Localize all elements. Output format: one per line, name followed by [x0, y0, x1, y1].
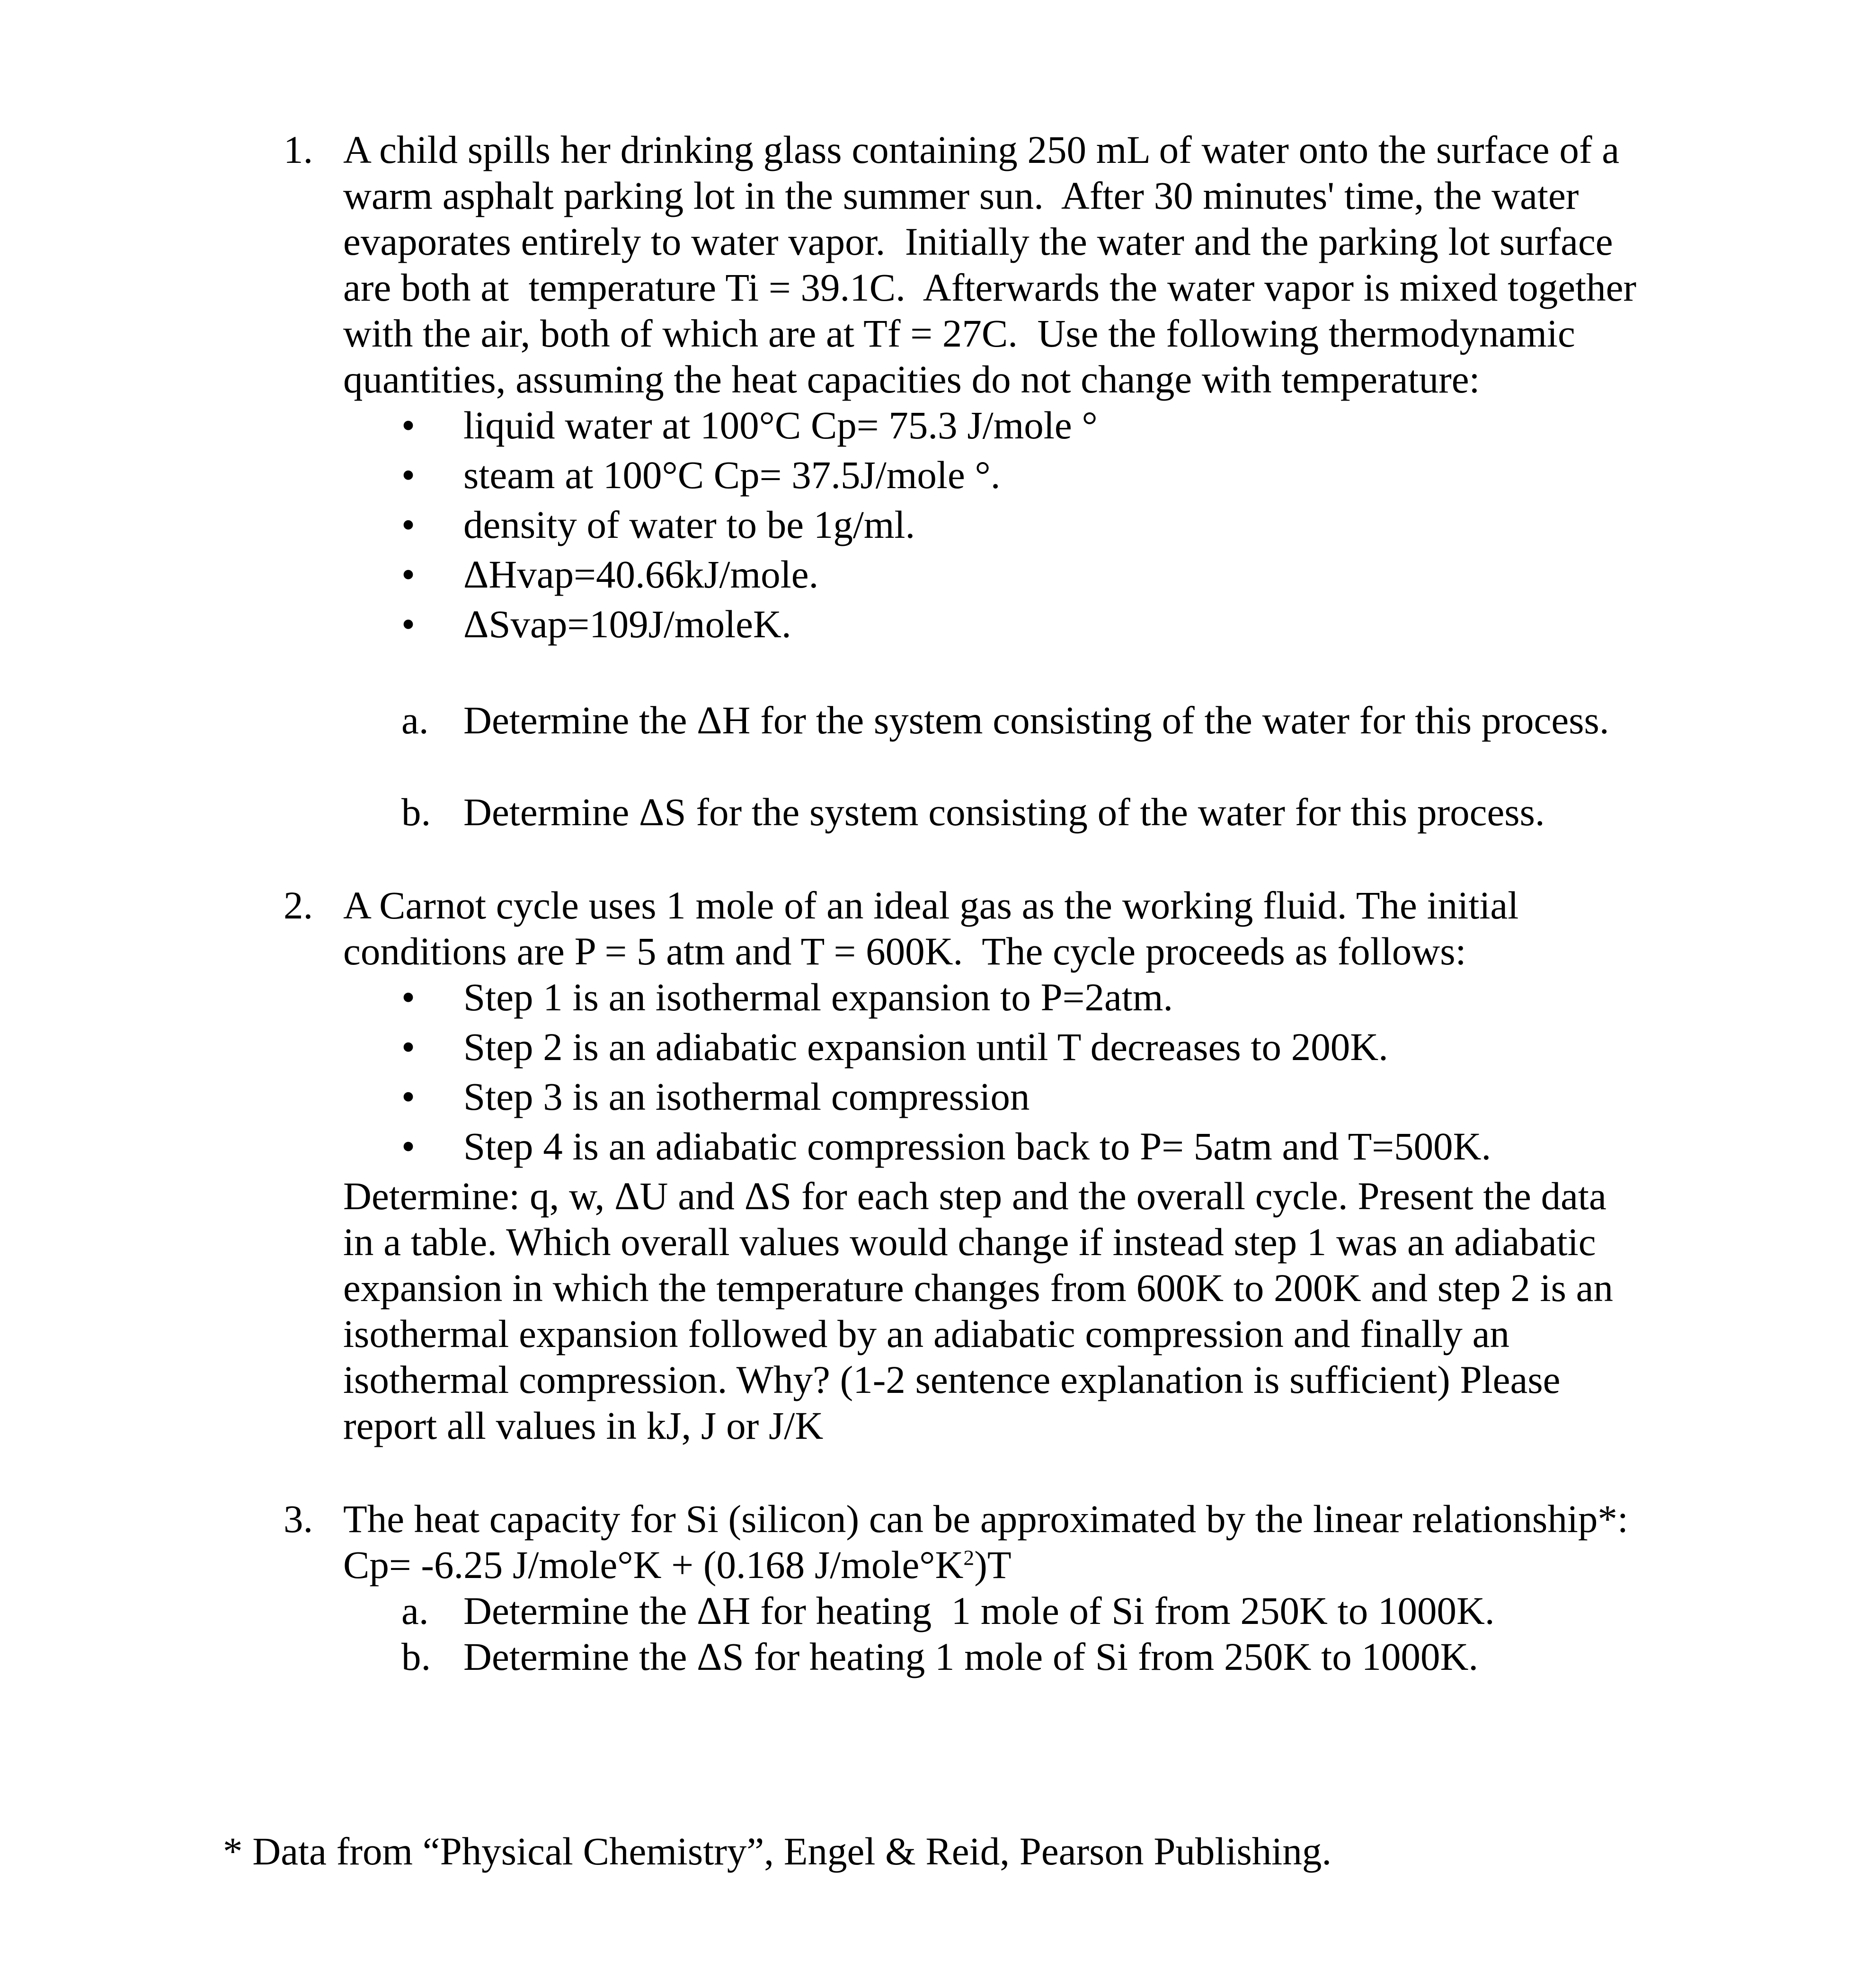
part-text: Determine the ΔH for heating 1 mole of Si from 250K to 1000K.	[463, 1589, 1495, 1632]
question-number: 1.	[284, 128, 313, 171]
question-text-line: isothermal expansion followed by an adiabatic compression and finally an	[343, 1312, 1509, 1355]
bullet-icon: •	[401, 1075, 416, 1118]
bullet-item: Step 1 is an isothermal expansion to P=2atm.	[463, 975, 1173, 1019]
question-text-line: A Carnot cycle uses 1 mole of an ideal gas as the working fluid. The initial	[343, 883, 1519, 927]
question-text-line: expansion in which the temperature changes from 600K to 200K and step 2 is an	[343, 1266, 1613, 1310]
part-label: b.	[401, 790, 431, 834]
formula-tail: )T	[974, 1543, 1012, 1587]
bullet-item: Step 2 is an adiabatic expansion until T decreases to 200K.	[463, 1025, 1388, 1069]
bullet-item: density of water to be 1g/ml.	[463, 503, 915, 546]
question-text-line: report all values in kJ, J or J/K	[343, 1404, 824, 1447]
question-text-line: The heat capacity for Si (silicon) can be approximated by the linear relationship*:	[343, 1497, 1628, 1541]
formula-exponent: 2	[963, 1545, 975, 1570]
footnote: * Data from “Physical Chemistry”, Engel & Reid, Pearson Publishing.	[223, 1829, 1332, 1873]
question-text-line: evaporates entirely to water vapor. Initially the water and the parking lot surface	[343, 220, 1613, 263]
question-text-line: with the air, both of which are at Tf = 27C. Use the following thermodynamic	[343, 312, 1575, 355]
question-text-line: warm asphalt parking lot in the summer sun. After 30 minutes' time, the water	[343, 174, 1579, 217]
question-text-line: isothermal compression. Why? (1-2 sentence explanation is sufficient) Please	[343, 1358, 1561, 1401]
question-number: 2.	[284, 883, 313, 927]
part-label: a.	[401, 698, 429, 742]
question-text-line: conditions are P = 5 atm and T = 600K. The cycle proceeds as follows:	[343, 929, 1466, 973]
question-number: 3.	[284, 1497, 313, 1541]
bullet-item: Step 4 is an adiabatic compression back to P= 5atm and T=500K.	[463, 1124, 1491, 1168]
bullet-item: liquid water at 100°C Cp= 75.3 J/mole °	[463, 403, 1098, 447]
bullet-icon: •	[401, 403, 416, 447]
question-text-line: Determine: q, w, ΔU and ΔS for each step and the overall cycle. Present the data	[343, 1174, 1606, 1218]
bullet-icon: •	[401, 975, 416, 1019]
part-label: a.	[401, 1589, 429, 1632]
bullet-icon: •	[401, 1025, 416, 1069]
part-text: Determine the ΔS for heating 1 mole of Si from 250K to 1000K.	[463, 1635, 1479, 1678]
question-text-line: in a table. Which overall values would change if instead step 1 was an adiabatic	[343, 1220, 1596, 1264]
part-text: Determine the ΔH for the system consisting of the water for this process.	[463, 698, 1609, 742]
bullet-icon: •	[401, 553, 416, 596]
bullet-item: ΔSvap=109J/moleK.	[463, 602, 791, 646]
question-text-line: quantities, assuming the heat capacities do not change with temperature:	[343, 357, 1480, 401]
formula-main: Cp= -6.25 J/mole°K + (0.168 J/mole°K	[343, 1543, 964, 1587]
bullet-item: ΔHvap=40.66kJ/mole.	[463, 553, 819, 596]
formula	[343, 1542, 1012, 1588]
part-text: Determine ΔS for the system consisting of the water for this process.	[463, 790, 1545, 834]
bullet-icon: •	[401, 1124, 416, 1168]
bullet-icon: •	[401, 503, 416, 546]
bullet-icon: •	[401, 453, 416, 497]
bullet-icon: •	[401, 602, 416, 646]
part-label: b.	[401, 1635, 431, 1678]
question-text-line: are both at temperature Ti = 39.1C. Afterwards the water vapor is mixed together	[343, 266, 1637, 309]
question-text-line: A child spills her drinking glass containing 250 mL of water onto the surface of a	[343, 128, 1620, 171]
bullet-item: steam at 100°C Cp= 37.5J/mole °.	[463, 453, 1001, 497]
bullet-item: Step 3 is an isothermal compression	[463, 1075, 1030, 1118]
